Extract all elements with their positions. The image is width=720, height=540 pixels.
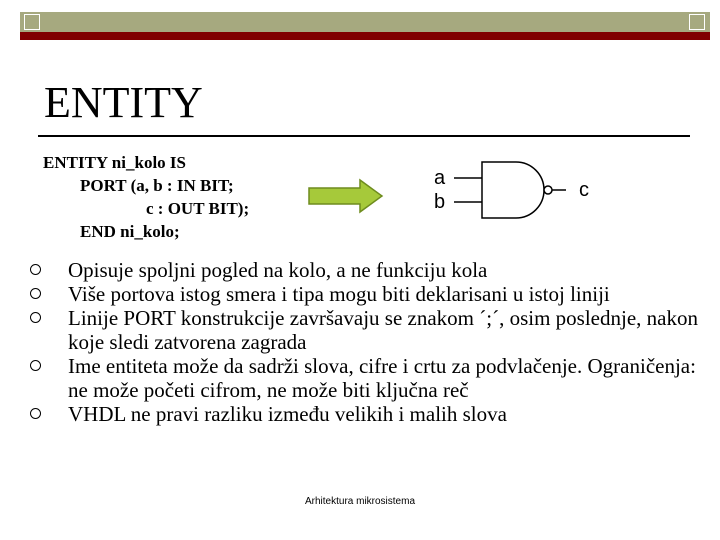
header-right-square [689,14,705,30]
bullet-text: Ime entiteta može da sadrži slova, cifre i crtu za podvlačenje. Ograničenja: ne može početi cifrom, ne može biti ključna reč [68,354,696,402]
bullet-circle-icon [30,288,41,299]
bullet-item [30,258,710,282]
bullet-text: Linije PORT konstrukcije završavaju se znakom ´;´, osim poslednje, nakon koje sledi zatvorena zagrada [68,306,698,354]
slide-footer: Arhitektura mikrosistema [304,496,416,507]
bullet-item [30,306,710,354]
nand-gate-body [482,162,544,218]
bullet-item [30,282,710,306]
header-left-square [24,14,40,30]
bullet-circle-icon [30,360,41,371]
gate-label-a: a [434,167,446,189]
bullet-text: VHDL ne pravi razliku između velikih i malih slova [68,402,507,426]
slide-title: ENTITY [44,78,203,127]
code-line-4: END ni_kolo; [80,222,180,241]
code-line-3: c : OUT BIT); [146,199,250,218]
gate-label-b: b [434,191,446,213]
code-block [43,151,249,243]
code-line-2: PORT (a, b : IN BIT; [80,176,234,195]
bullet-text: Više portova istog smera i tipa mogu biti deklarisani u istoj liniji [68,282,610,306]
nand-gate-diagram [424,160,594,220]
code-line-1: ENTITY ni_kolo IS [43,153,186,172]
right-arrow-icon [308,178,384,214]
bullet-circle-icon [30,264,41,275]
bullet-circle-icon [30,312,41,323]
bullet-text: Opisuje spoljni pogled na kolo, a ne funkciju kola [68,258,488,282]
bullet-circle-icon [30,408,41,419]
header-maroon-band [20,32,710,40]
bullet-item [30,402,710,426]
inversion-bubble [544,186,552,194]
header-olive-band [20,12,710,32]
bullet-item [30,354,710,402]
title-underline [38,135,690,137]
header-decoration-bar [20,12,710,40]
gate-label-c: c [579,179,589,201]
bullet-list [30,258,710,426]
